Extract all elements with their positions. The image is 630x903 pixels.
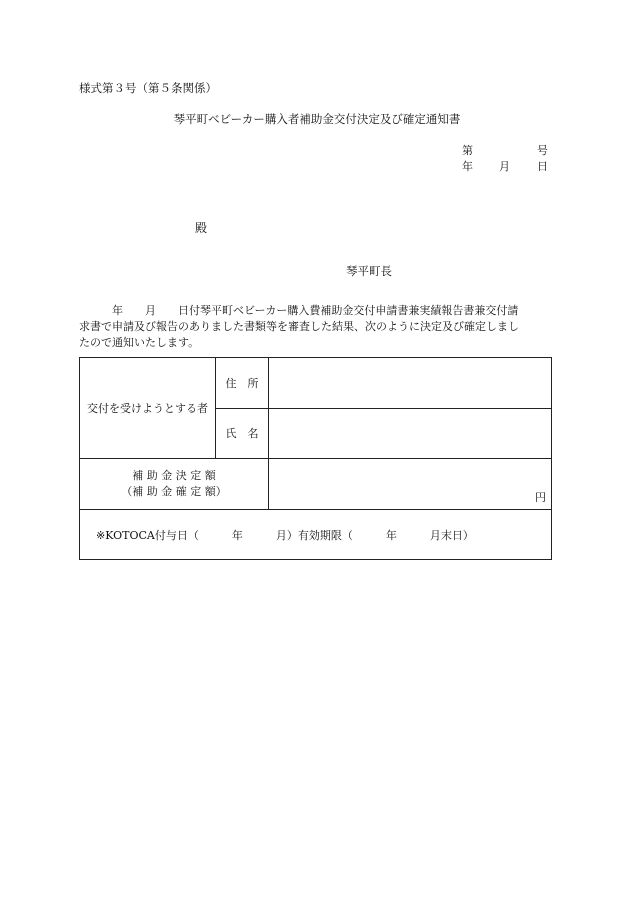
name-value-field[interactable] (269, 408, 552, 459)
kotoca-validity-row: ※KOTOCA付与日（ 年 月）有効期限（ 年 月末日） (80, 510, 552, 560)
confirmed-amount-label: （補 助 金 確 定 額） (121, 485, 227, 498)
address-label: 住 所 (216, 358, 269, 409)
date-month-label: 月 (499, 160, 510, 173)
date-day-label: 日 (537, 160, 548, 173)
body-line: 年 月 日付琴平町ベビーカー購入費補助金交付申請書兼実績報告書兼交付請 (79, 304, 519, 317)
sender-name: 琴平町長 (346, 264, 392, 278)
subsidy-amount-label (80, 459, 269, 510)
addressee-honorific: 殿 (195, 221, 208, 235)
name-label: 氏 名 (216, 408, 269, 459)
body-line: 求書で申請及び報告のありました書類等を審査した結果、次のように決定及び確定しまし (79, 319, 519, 333)
decision-amount-label: 補 助 金 決 定 額 (132, 469, 216, 483)
form-number: 様式第３号（第５条関係） (79, 81, 217, 95)
body-line: たので通知いたします。 (79, 335, 200, 349)
subsidy-amount-field[interactable] (269, 459, 552, 510)
document-title: 琴平町ベビーカー購入者補助金交付決定及び確定通知書 (173, 112, 461, 126)
yen-unit-label: 円 (535, 491, 546, 504)
address-value-field[interactable] (269, 358, 552, 409)
applicant-label: 交付を受けようとする者 (80, 358, 216, 459)
body-paragraph (79, 303, 553, 351)
date-year-label: 年 (462, 160, 473, 173)
details-table (79, 357, 552, 560)
document-number-prefix: 第 (462, 144, 473, 157)
document-number-suffix: 号 (537, 144, 548, 157)
